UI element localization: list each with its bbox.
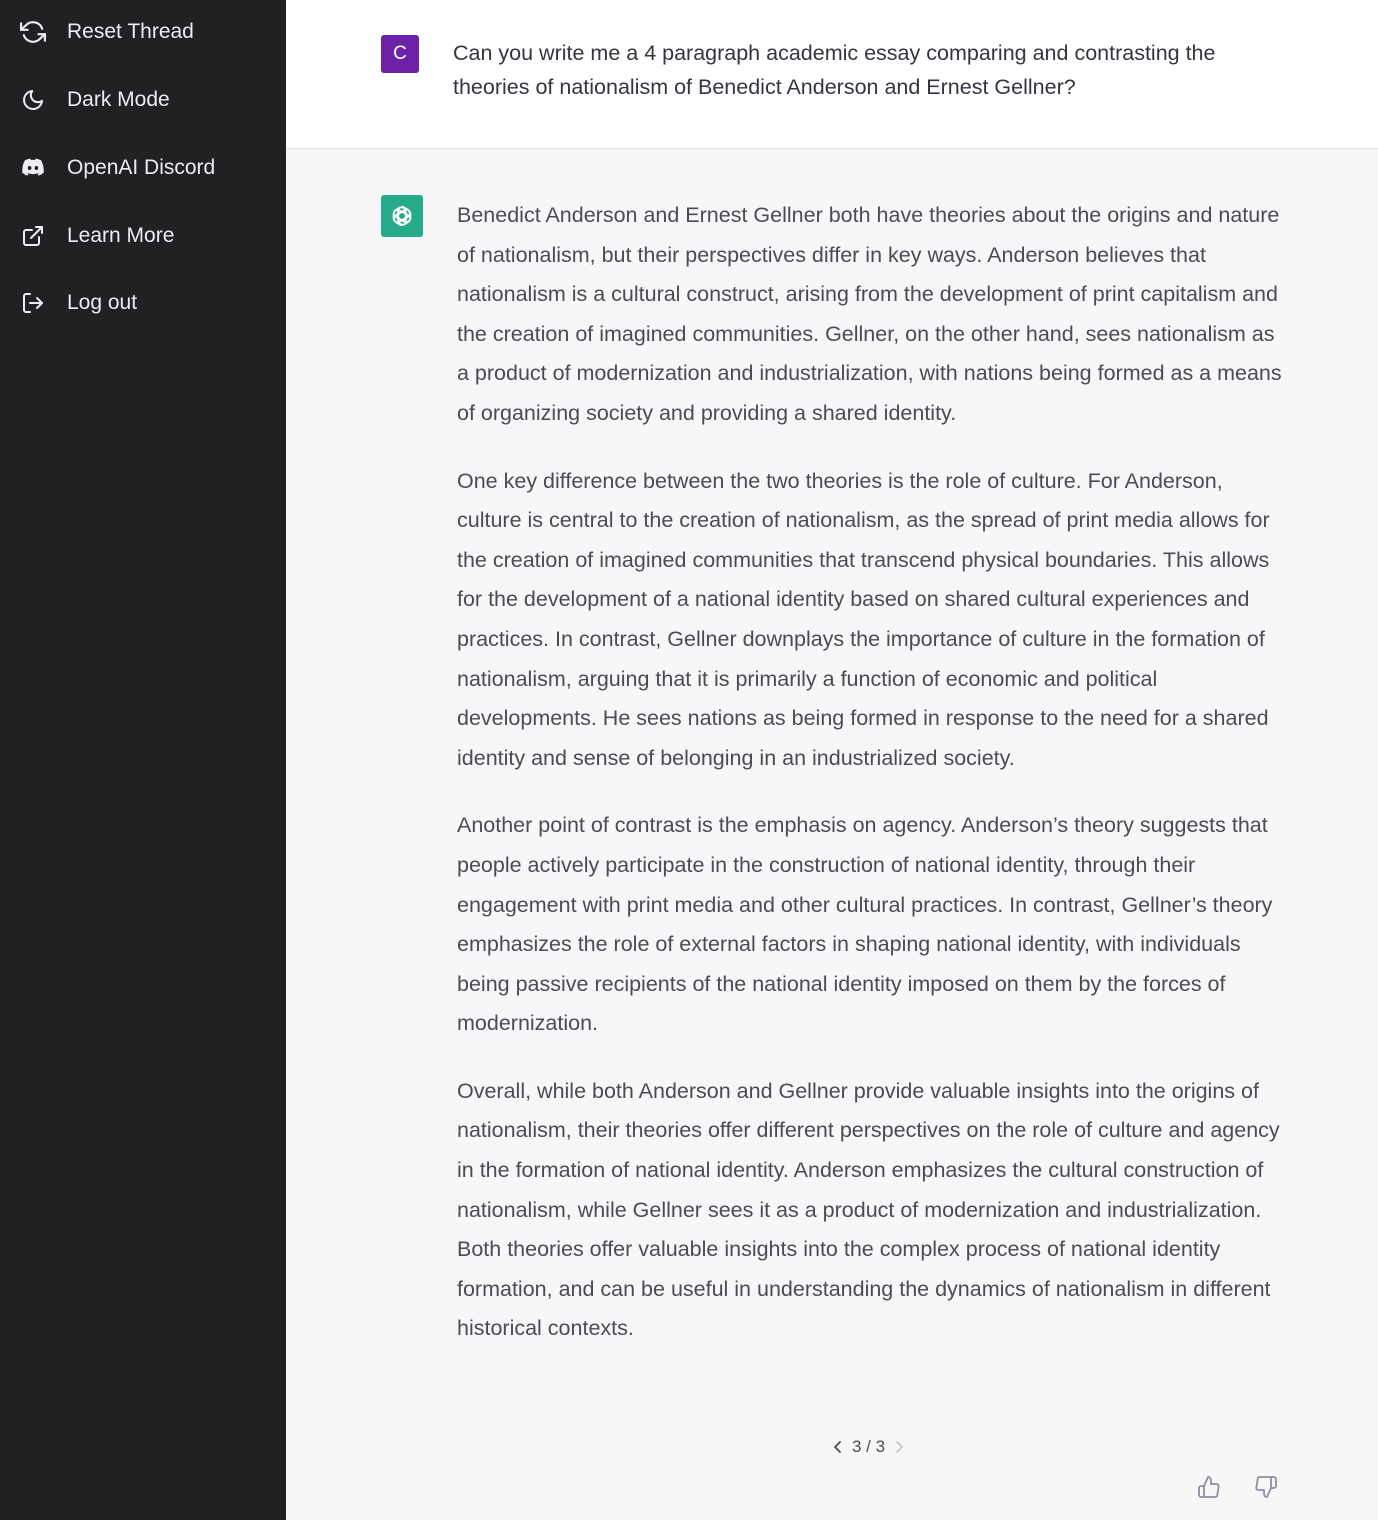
sidebar-item-openai-discord[interactable] bbox=[0, 140, 286, 196]
sidebar-item-label: Learn More bbox=[67, 224, 175, 247]
sidebar-item-label: Reset Thread bbox=[67, 20, 194, 43]
user-avatar bbox=[381, 35, 419, 73]
assistant-paragraph: Benedict Anderson and Ernest Gellner both have theories about the origins and nature of nationalism, but their perspectives differ in key ways. Anderson believes that nationalism is a cultural construct, arising from the development of print capitalism and the creation of imagined communities. Gellner, on the other hand, sees nationalism as a product of modernization and industrialization, with nations being formed as a means of organizing society and providing a shared identity. bbox=[457, 203, 1282, 425]
assistant-paragraph: One key difference between the two theories is the role of culture. For Anderson, culture is central to the creation of nationalism, as the spread of print media allows for the creation of imagined communities that transcend physical boundaries. This allows for the development of a national identity based on shared cultural experiences and practices. In contrast, Gellner downplays the importance of culture in the formation of nationalism, arguing that it is primarily a function of economic and political developments. He sees nations as being formed in response to the need for a shared identity and sense of belonging in an industrialized society. bbox=[457, 468, 1270, 770]
sidebar-item-label: Log out bbox=[67, 291, 138, 314]
moon-icon bbox=[20, 87, 46, 113]
thumbs-down-icon bbox=[1254, 1475, 1278, 1499]
thumbs-up-button[interactable] bbox=[1194, 1472, 1224, 1502]
user-message: Can you write me a 4 paragraph academic essay comparing and contrasting the theories of nationalism of Benedict Anderson and Ernest Gellner? bbox=[453, 41, 1216, 99]
response-counter: 3 / 3 bbox=[852, 1437, 886, 1456]
sidebar-item-reset-thread[interactable] bbox=[0, 4, 286, 60]
sidebar-item-learn-more[interactable] bbox=[0, 208, 286, 264]
assistant-message bbox=[457, 196, 1287, 1377]
next-response-button[interactable] bbox=[891, 1436, 907, 1458]
sidebar-item-dark-mode[interactable] bbox=[0, 72, 286, 128]
assistant-paragraph: Another point of contrast is the emphasis on agency. Anderson’s theory suggests that people actively participate in the construction of national identity, through their engagement with print media and other cultural practices. In contrast, Gellner’s theory emphasizes the role of external factors in shaping national identity, with individuals being passive recipients of the national identity imposed on them by the forces of modernization. bbox=[457, 813, 1273, 1036]
response-pager bbox=[830, 1434, 907, 1460]
thumbs-down-button[interactable] bbox=[1251, 1472, 1281, 1502]
assistant-avatar bbox=[381, 195, 423, 237]
thumbs-up-icon bbox=[1197, 1475, 1221, 1499]
discord-icon bbox=[20, 155, 46, 181]
sidebar-item-log-out[interactable] bbox=[0, 275, 286, 331]
assistant-paragraph: Overall, while both Anderson and Gellner provide valuable insights into the origins of nationalism, their theories offer different perspectives on the role of culture and agency in the formation of national identity. Anderson emphasizes the cultural construction of nationalism, while Gellner sees it as a product of modernization and industrialization. Both theories offer valuable insights into the complex process of national identity formation, and can be useful in understanding the dynamics of nationalism in different historical contexts. bbox=[457, 1078, 1280, 1341]
sidebar-item-label: OpenAI Discord bbox=[67, 156, 216, 179]
external-link-icon bbox=[20, 223, 46, 249]
chevron-right-icon bbox=[894, 1440, 904, 1454]
sidebar-item-label: Dark Mode bbox=[67, 88, 170, 111]
openai-logo-icon bbox=[387, 201, 417, 231]
previous-response-button[interactable] bbox=[830, 1436, 846, 1458]
chat-main bbox=[286, 0, 1378, 1520]
reset-icon bbox=[20, 19, 46, 45]
sidebar bbox=[0, 0, 286, 1520]
chevron-left-icon bbox=[833, 1440, 843, 1454]
user-avatar-letter: C bbox=[393, 43, 407, 64]
user-message-row bbox=[286, 0, 1378, 149]
logout-icon bbox=[20, 290, 46, 316]
